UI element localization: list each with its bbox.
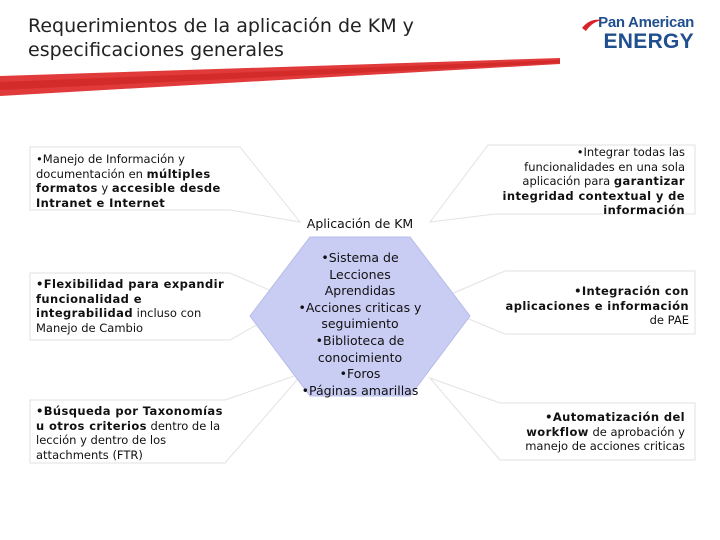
company-logo (584, 14, 694, 53)
left-box-2-text: •Flexibilidad para expandir funcionalidad e integrabilidad incluso con Manejo de Cambio (36, 277, 225, 335)
center-item: •Foros (339, 366, 381, 382)
center-title: Aplicación de KM (306, 216, 414, 231)
logo-swoosh-icon (582, 18, 602, 32)
center-item: •Páginas amarillas (301, 382, 419, 398)
center-items (290, 250, 430, 399)
center-item: Lecciones (329, 266, 391, 282)
right-box-2-text: •Integración con aplicaciones e información de PAE (505, 284, 689, 327)
logo-line-1: Pan American (598, 14, 694, 31)
center-item: conocimiento (317, 349, 403, 365)
slide-title: Requerimientos de la aplicación de KM y especificaciones generales (28, 15, 414, 61)
left-box-1-text: •Manejo de Información y documentación en múltiples formatos y accesible desde Intranet e Internet (36, 152, 221, 210)
center-item: •Biblioteca de (315, 332, 405, 348)
right-box-3-text: •Automatización del workflow de aprobación y manejo de acciones criticas (525, 410, 685, 453)
left-box-3-text: •Búsqueda por Taxonomías u otros criterios dentro de la lección y dentro de los attachments (FTR) (36, 404, 223, 462)
right-box-1-text: •Integrar todas las funcionalidades en una sola aplicación para garantizar integridad contextual y de información (502, 145, 685, 217)
logo-line-2: ENERGY (603, 30, 694, 53)
center-item: •Acciones criticas y (298, 299, 422, 315)
center-item: seguimiento (321, 316, 399, 332)
center-item: Aprendidas (324, 283, 396, 299)
center-item: •Sistema de (321, 250, 399, 265)
